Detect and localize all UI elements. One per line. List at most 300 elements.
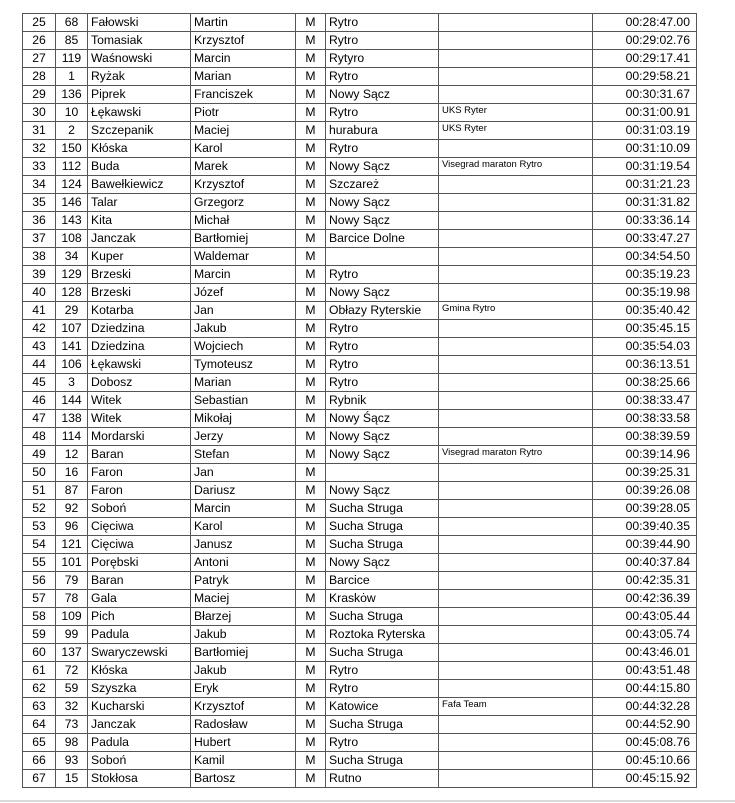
- sex-cell: M: [296, 554, 326, 572]
- club-cell: [439, 662, 593, 680]
- sex-cell: M: [296, 140, 326, 158]
- place-cell: 57: [23, 590, 56, 608]
- table-row: [23, 590, 697, 608]
- table-row: [23, 500, 697, 518]
- finish-time-cell: 00:42:35.31: [593, 572, 697, 590]
- sex-cell: M: [296, 356, 326, 374]
- table-row: [23, 554, 697, 572]
- club-cell: [439, 716, 593, 734]
- table-row: [23, 176, 697, 194]
- place-cell: 61: [23, 662, 56, 680]
- table-row: [23, 734, 697, 752]
- finish-time-cell: 00:33:47.27: [593, 230, 697, 248]
- first-name-cell: Sebastian: [191, 392, 296, 410]
- place-cell: 51: [23, 482, 56, 500]
- first-name-cell: Jakub: [191, 320, 296, 338]
- club-cell: [439, 464, 593, 482]
- club-cell: [439, 392, 593, 410]
- finish-time-cell: 00:31:21.23: [593, 176, 697, 194]
- first-name-cell: Stefan: [191, 446, 296, 464]
- finish-time-cell: 00:42:36.39: [593, 590, 697, 608]
- surname-cell: Faron: [88, 482, 191, 500]
- first-name-cell: Karol: [191, 140, 296, 158]
- place-cell: 49: [23, 446, 56, 464]
- first-name-cell: Marcin: [191, 266, 296, 284]
- finish-time-cell: 00:29:17.41: [593, 50, 697, 68]
- table-row: [23, 14, 697, 32]
- bib-number-cell: 109: [56, 608, 88, 626]
- surname-cell: Talar: [88, 194, 191, 212]
- finish-time-cell: 00:43:51.48: [593, 662, 697, 680]
- sex-cell: M: [296, 518, 326, 536]
- sex-cell: M: [296, 410, 326, 428]
- surname-cell: Soboń: [88, 752, 191, 770]
- bib-number-cell: 129: [56, 266, 88, 284]
- sex-cell: M: [296, 320, 326, 338]
- first-name-cell: Krzysztof: [191, 32, 296, 50]
- town-cell: Rytro: [326, 14, 439, 32]
- table-row: [23, 410, 697, 428]
- club-cell: [439, 212, 593, 230]
- sex-cell: M: [296, 734, 326, 752]
- finish-time-cell: 00:39:28.05: [593, 500, 697, 518]
- surname-cell: Padula: [88, 626, 191, 644]
- club-cell: [439, 536, 593, 554]
- town-cell: Kraskȯw: [326, 590, 439, 608]
- town-cell: Rytro: [326, 356, 439, 374]
- sex-cell: M: [296, 500, 326, 518]
- place-cell: 65: [23, 734, 56, 752]
- table-row: [23, 446, 697, 464]
- surname-cell: Porębski: [88, 554, 191, 572]
- town-cell: Sucha Struga: [326, 644, 439, 662]
- bib-number-cell: 59: [56, 680, 88, 698]
- finish-time-cell: 00:35:19.23: [593, 266, 697, 284]
- surname-cell: Piprek: [88, 86, 191, 104]
- place-cell: 41: [23, 302, 56, 320]
- first-name-cell: Martin: [191, 14, 296, 32]
- table-row: [23, 140, 697, 158]
- sex-cell: M: [296, 752, 326, 770]
- surname-cell: Szyszka: [88, 680, 191, 698]
- table-row: [23, 320, 697, 338]
- bib-number-cell: 96: [56, 518, 88, 536]
- place-cell: 48: [23, 428, 56, 446]
- club-cell: [439, 140, 593, 158]
- first-name-cell: Jerzy: [191, 428, 296, 446]
- sex-cell: M: [296, 212, 326, 230]
- surname-cell: Kuper: [88, 248, 191, 266]
- place-cell: 67: [23, 770, 56, 788]
- bib-number-cell: 106: [56, 356, 88, 374]
- surname-cell: Dziedzina: [88, 320, 191, 338]
- place-cell: 28: [23, 68, 56, 86]
- table-row: [23, 356, 697, 374]
- first-name-cell: Jan: [191, 464, 296, 482]
- finish-time-cell: 00:36:13.51: [593, 356, 697, 374]
- surname-cell: Dobosz: [88, 374, 191, 392]
- results-table-body: [23, 14, 697, 788]
- town-cell: Rytro: [326, 662, 439, 680]
- surname-cell: Kucharski: [88, 698, 191, 716]
- table-row: [23, 770, 697, 788]
- page-bottom-divider: [0, 800, 735, 802]
- table-row: [23, 518, 697, 536]
- club-cell: [439, 284, 593, 302]
- place-cell: 64: [23, 716, 56, 734]
- place-cell: 54: [23, 536, 56, 554]
- table-row: [23, 608, 697, 626]
- first-name-cell: Karol: [191, 518, 296, 536]
- town-cell: Katowice: [326, 698, 439, 716]
- table-row: [23, 338, 697, 356]
- first-name-cell: Marcin: [191, 50, 296, 68]
- first-name-cell: Eryk: [191, 680, 296, 698]
- club-cell: [439, 590, 593, 608]
- surname-cell: Baran: [88, 572, 191, 590]
- surname-cell: Bawełkiewicz: [88, 176, 191, 194]
- bib-number-cell: 112: [56, 158, 88, 176]
- sex-cell: M: [296, 662, 326, 680]
- table-row: [23, 572, 697, 590]
- table-row: [23, 626, 697, 644]
- club-cell: [439, 680, 593, 698]
- place-cell: 45: [23, 374, 56, 392]
- club-cell: [439, 338, 593, 356]
- bib-number-cell: 144: [56, 392, 88, 410]
- finish-time-cell: 00:31:00.91: [593, 104, 697, 122]
- surname-cell: Gala: [88, 590, 191, 608]
- bib-number-cell: 3: [56, 374, 88, 392]
- finish-time-cell: 00:45:15.92: [593, 770, 697, 788]
- town-cell: Nowy Sącz: [326, 194, 439, 212]
- surname-cell: Janczak: [88, 230, 191, 248]
- sex-cell: M: [296, 50, 326, 68]
- town-cell: Sucha Struga: [326, 716, 439, 734]
- place-cell: 66: [23, 752, 56, 770]
- finish-time-cell: 00:39:25.31: [593, 464, 697, 482]
- bib-number-cell: 136: [56, 86, 88, 104]
- club-cell: [439, 176, 593, 194]
- table-row: [23, 392, 697, 410]
- table-row: [23, 122, 697, 140]
- club-cell: [439, 518, 593, 536]
- town-cell: [326, 464, 439, 482]
- place-cell: 60: [23, 644, 56, 662]
- sex-cell: M: [296, 302, 326, 320]
- place-cell: 34: [23, 176, 56, 194]
- bib-number-cell: 85: [56, 32, 88, 50]
- surname-cell: Swaryczewski: [88, 644, 191, 662]
- place-cell: 27: [23, 50, 56, 68]
- bib-number-cell: 72: [56, 662, 88, 680]
- first-name-cell: Mikołaj: [191, 410, 296, 428]
- sex-cell: M: [296, 68, 326, 86]
- club-cell: [439, 752, 593, 770]
- sex-cell: M: [296, 14, 326, 32]
- table-row: [23, 428, 697, 446]
- club-cell: [439, 554, 593, 572]
- club-cell: Fafa Team: [439, 698, 593, 716]
- table-row: [23, 464, 697, 482]
- finish-time-cell: 00:44:15.80: [593, 680, 697, 698]
- first-name-cell: Marian: [191, 68, 296, 86]
- table-row: [23, 104, 697, 122]
- town-cell: Barcice Dolne: [326, 230, 439, 248]
- table-row: [23, 68, 697, 86]
- town-cell: Rytro: [326, 266, 439, 284]
- table-row: [23, 662, 697, 680]
- place-cell: 44: [23, 356, 56, 374]
- finish-time-cell: 00:39:40.35: [593, 518, 697, 536]
- surname-cell: Buda: [88, 158, 191, 176]
- bib-number-cell: 114: [56, 428, 88, 446]
- finish-time-cell: 00:31:03.19: [593, 122, 697, 140]
- bib-number-cell: 138: [56, 410, 88, 428]
- town-cell: Sucha Struga: [326, 518, 439, 536]
- sex-cell: M: [296, 230, 326, 248]
- club-cell: Visegrad maraton Rytro: [439, 158, 593, 176]
- surname-cell: Waśnowski: [88, 50, 191, 68]
- sex-cell: M: [296, 572, 326, 590]
- club-cell: [439, 356, 593, 374]
- finish-time-cell: 00:44:32.28: [593, 698, 697, 716]
- finish-time-cell: 00:35:45.15: [593, 320, 697, 338]
- town-cell: Rytro: [326, 104, 439, 122]
- surname-cell: Brzeski: [88, 284, 191, 302]
- table-row: [23, 86, 697, 104]
- club-cell: [439, 32, 593, 50]
- finish-time-cell: 00:30:31.67: [593, 86, 697, 104]
- club-cell: [439, 230, 593, 248]
- town-cell: Obłazy Ryterskie: [326, 302, 439, 320]
- finish-time-cell: 00:35:40.42: [593, 302, 697, 320]
- bib-number-cell: 73: [56, 716, 88, 734]
- surname-cell: Faron: [88, 464, 191, 482]
- first-name-cell: Jan: [191, 302, 296, 320]
- place-cell: 29: [23, 86, 56, 104]
- table-row: [23, 536, 697, 554]
- first-name-cell: Bartosz: [191, 770, 296, 788]
- table-row: [23, 248, 697, 266]
- finish-time-cell: 00:44:52.90: [593, 716, 697, 734]
- first-name-cell: Jakub: [191, 626, 296, 644]
- place-cell: 40: [23, 284, 56, 302]
- town-cell: Nowy Sącz: [326, 284, 439, 302]
- bib-number-cell: 68: [56, 14, 88, 32]
- table-row: [23, 482, 697, 500]
- finish-time-cell: 00:43:05.44: [593, 608, 697, 626]
- town-cell: Szczareż: [326, 176, 439, 194]
- bib-number-cell: 107: [56, 320, 88, 338]
- bib-number-cell: 141: [56, 338, 88, 356]
- finish-time-cell: 00:43:46.01: [593, 644, 697, 662]
- bib-number-cell: 79: [56, 572, 88, 590]
- table-row: [23, 680, 697, 698]
- first-name-cell: Bartłomiej: [191, 644, 296, 662]
- first-name-cell: Marek: [191, 158, 296, 176]
- surname-cell: Łękawski: [88, 104, 191, 122]
- place-cell: 37: [23, 230, 56, 248]
- place-cell: 26: [23, 32, 56, 50]
- table-row: [23, 32, 697, 50]
- bib-number-cell: 99: [56, 626, 88, 644]
- table-row: [23, 284, 697, 302]
- sex-cell: M: [296, 104, 326, 122]
- town-cell: Nowy Sącz: [326, 86, 439, 104]
- surname-cell: Soboń: [88, 500, 191, 518]
- club-cell: [439, 194, 593, 212]
- bib-number-cell: 119: [56, 50, 88, 68]
- bib-number-cell: 98: [56, 734, 88, 752]
- club-cell: [439, 266, 593, 284]
- sex-cell: M: [296, 536, 326, 554]
- town-cell: Rytro: [326, 140, 439, 158]
- club-cell: [439, 608, 593, 626]
- surname-cell: Kita: [88, 212, 191, 230]
- place-cell: 63: [23, 698, 56, 716]
- sex-cell: M: [296, 482, 326, 500]
- bib-number-cell: 15: [56, 770, 88, 788]
- sex-cell: M: [296, 374, 326, 392]
- bib-number-cell: 108: [56, 230, 88, 248]
- town-cell: Sucha Struga: [326, 608, 439, 626]
- club-cell: [439, 410, 593, 428]
- surname-cell: Cięciwa: [88, 536, 191, 554]
- finish-time-cell: 00:43:05.74: [593, 626, 697, 644]
- place-cell: 56: [23, 572, 56, 590]
- club-cell: [439, 428, 593, 446]
- table-row: [23, 716, 697, 734]
- club-cell: [439, 14, 593, 32]
- sex-cell: M: [296, 716, 326, 734]
- sex-cell: M: [296, 428, 326, 446]
- club-cell: [439, 572, 593, 590]
- club-cell: [439, 68, 593, 86]
- club-cell: Visegrad maraton Rytro: [439, 446, 593, 464]
- surname-cell: Padula: [88, 734, 191, 752]
- bib-number-cell: 143: [56, 212, 88, 230]
- place-cell: 33: [23, 158, 56, 176]
- surname-cell: Dziedzina: [88, 338, 191, 356]
- club-cell: [439, 644, 593, 662]
- town-cell: Barcice: [326, 572, 439, 590]
- bib-number-cell: 16: [56, 464, 88, 482]
- place-cell: 62: [23, 680, 56, 698]
- table-row: [23, 752, 697, 770]
- first-name-cell: Piotr: [191, 104, 296, 122]
- town-cell: hurabura: [326, 122, 439, 140]
- town-cell: Nowy Sącz: [326, 482, 439, 500]
- first-name-cell: Janusz: [191, 536, 296, 554]
- bib-number-cell: 1: [56, 68, 88, 86]
- town-cell: Sucha Struga: [326, 536, 439, 554]
- finish-time-cell: 00:39:44.90: [593, 536, 697, 554]
- finish-time-cell: 00:38:25.66: [593, 374, 697, 392]
- first-name-cell: Antoni: [191, 554, 296, 572]
- surname-cell: Brzeski: [88, 266, 191, 284]
- bib-number-cell: 137: [56, 644, 88, 662]
- town-cell: Nowy Sącz: [326, 446, 439, 464]
- town-cell: [326, 248, 439, 266]
- sex-cell: M: [296, 608, 326, 626]
- place-cell: 46: [23, 392, 56, 410]
- sex-cell: M: [296, 284, 326, 302]
- first-name-cell: Wojciech: [191, 338, 296, 356]
- first-name-cell: Krzysztof: [191, 698, 296, 716]
- finish-time-cell: 00:45:08.76: [593, 734, 697, 752]
- finish-time-cell: 00:45:10.66: [593, 752, 697, 770]
- town-cell: Rutno: [326, 770, 439, 788]
- table-row: [23, 230, 697, 248]
- sex-cell: M: [296, 122, 326, 140]
- place-cell: 31: [23, 122, 56, 140]
- bib-number-cell: 124: [56, 176, 88, 194]
- place-cell: 36: [23, 212, 56, 230]
- first-name-cell: Franciszek: [191, 86, 296, 104]
- first-name-cell: Marian: [191, 374, 296, 392]
- place-cell: 58: [23, 608, 56, 626]
- bib-number-cell: 12: [56, 446, 88, 464]
- place-cell: 50: [23, 464, 56, 482]
- finish-time-cell: 00:29:58.21: [593, 68, 697, 86]
- place-cell: 38: [23, 248, 56, 266]
- first-name-cell: Jakub: [191, 662, 296, 680]
- finish-time-cell: 00:31:19.54: [593, 158, 697, 176]
- town-cell: Rytro: [326, 338, 439, 356]
- bib-number-cell: 93: [56, 752, 88, 770]
- surname-cell: Baran: [88, 446, 191, 464]
- sex-cell: M: [296, 338, 326, 356]
- first-name-cell: Patryk: [191, 572, 296, 590]
- first-name-cell: Hubert: [191, 734, 296, 752]
- finish-time-cell: 00:29:02.76: [593, 32, 697, 50]
- town-cell: Nowy Sącz: [326, 554, 439, 572]
- surname-cell: Pich: [88, 608, 191, 626]
- sex-cell: M: [296, 266, 326, 284]
- club-cell: [439, 50, 593, 68]
- town-cell: Rytro: [326, 734, 439, 752]
- place-cell: 53: [23, 518, 56, 536]
- town-cell: Rytyro: [326, 50, 439, 68]
- sex-cell: M: [296, 644, 326, 662]
- town-cell: Rytro: [326, 374, 439, 392]
- finish-time-cell: 00:39:26.08: [593, 482, 697, 500]
- bib-number-cell: 121: [56, 536, 88, 554]
- finish-time-cell: 00:35:54.03: [593, 338, 697, 356]
- bib-number-cell: 101: [56, 554, 88, 572]
- table-row: [23, 158, 697, 176]
- first-name-cell: Bartłomiej: [191, 230, 296, 248]
- place-cell: 52: [23, 500, 56, 518]
- finish-time-cell: 00:38:33.58: [593, 410, 697, 428]
- sex-cell: M: [296, 590, 326, 608]
- town-cell: Rytro: [326, 320, 439, 338]
- surname-cell: Cięciwa: [88, 518, 191, 536]
- table-row: [23, 302, 697, 320]
- town-cell: Rytro: [326, 32, 439, 50]
- place-cell: 59: [23, 626, 56, 644]
- surname-cell: Stokłosa: [88, 770, 191, 788]
- club-cell: UKS Ryter: [439, 122, 593, 140]
- town-cell: Nowy Sącz: [326, 428, 439, 446]
- place-cell: 25: [23, 14, 56, 32]
- surname-cell: Witek: [88, 392, 191, 410]
- bib-number-cell: 150: [56, 140, 88, 158]
- first-name-cell: Błarzej: [191, 608, 296, 626]
- sex-cell: M: [296, 698, 326, 716]
- table-row: [23, 50, 697, 68]
